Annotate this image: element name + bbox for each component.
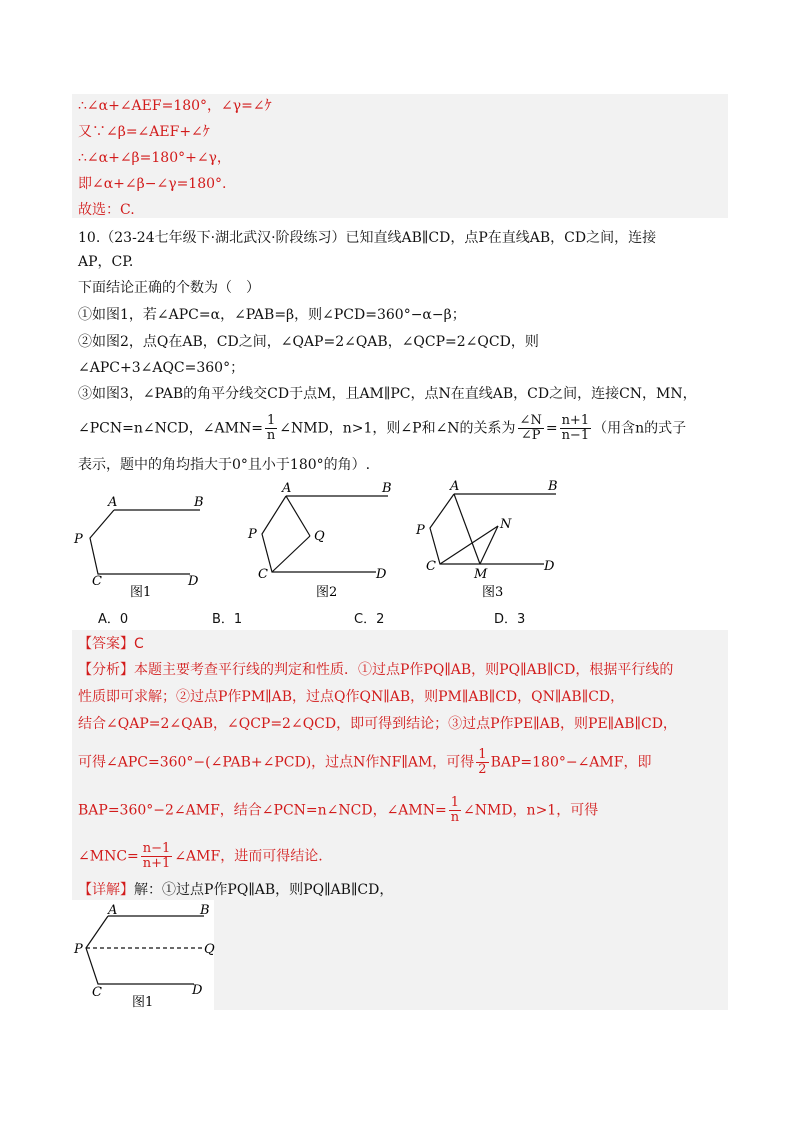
detail-figure-caption: 图1 [132, 995, 154, 1010]
label-M: M [474, 567, 488, 582]
analysis-line-5: BAP=360°−2∠AMF，结合∠PCN=n∠NCD，∠AMN= $\frac{1}{n}$ ∠NMD，n>1，可得 [78, 795, 599, 825]
option-a: A．0 [98, 612, 129, 627]
question-figures [0, 478, 800, 613]
label-C: C [92, 574, 102, 589]
analysis-line-1: 【分析】本题主要考查平行线的判定和性质．①过点P作PQ∥AB，则PQ∥AB∥CD，根据平行线的 [78, 662, 674, 678]
analysis-line-2: 性质即可求解；②过点P作PM∥AB，过点Q作QN∥AB，则PM∥AB∥CD，QN∥AB∥CD， [78, 689, 625, 705]
analysis-line-3: 结合∠QAP=2∠QAB，∠QCP=2∠QCD，即可得到结论；③过点P作PE∥AB，则PE∥AB∥CD， [78, 716, 677, 732]
statement-3-cont: ∠PCN=n∠NCD，∠AMN= $\frac{1}{n}$ ∠NMD，n>1，则∠P和∠N的关系为 $\frac{\angle N}{\angle P}$ = $\frac{n+1}{n-1}$ （用含n的式子 [78, 413, 687, 443]
label-A: A [108, 495, 118, 510]
prev-line-4: 即∠α+∠β−∠γ=180°. [78, 176, 227, 192]
figure-2-caption: 图2 [316, 585, 338, 600]
label-C: C [426, 559, 436, 574]
figure-1-labels [73, 495, 204, 589]
detail-line-1: 【详解】解：①过点P作PQ∥AB，则PQ∥AB∥CD， [78, 882, 394, 898]
label-A: A [450, 479, 460, 494]
option-d: D．3 [494, 612, 526, 627]
question-10-ask: 下面结论正确的个数为（ ） [78, 280, 260, 296]
statement-2-cont: ∠APC+3∠AQC=360°； [78, 360, 245, 376]
prev-line-5: 故选：C. [78, 202, 135, 218]
label-A: A [108, 903, 118, 918]
label-C: C [258, 567, 268, 582]
figure-3-caption: 图3 [482, 585, 504, 600]
label-C: C [92, 985, 102, 1000]
label-D: D [192, 983, 203, 998]
question-10-stem: 10.（23-24七年级下·湖北武汉·阶段练习）已知直线AB∥CD，点P在直线AB，CD之间，连接 [78, 230, 657, 246]
prev-line-1: ∴∠α+∠AEF=180°，∠γ=∠ｹ [78, 98, 272, 114]
statement-2: ②如图2，点Q在AB，CD之间，∠QAP=2∠QAB，∠QCP=2∠QCD，则 [78, 334, 539, 350]
detail-figure [72, 900, 222, 1010]
label-D: D [376, 567, 387, 582]
option-b: B．1 [212, 612, 243, 627]
statement-3-end: 表示，题中的角均指大于0°且小于180°的角）. [78, 457, 371, 473]
label-N: N [500, 517, 512, 532]
label-B: B [382, 481, 392, 496]
label-B: B [194, 495, 204, 510]
label-B: B [548, 479, 558, 494]
label-P: P [74, 532, 83, 547]
statement-1: ①如图1，若∠APC=α，∠PAB=β，则∠PCD=360°−α−β； [78, 307, 466, 323]
answer-line: 【答案】C [78, 636, 144, 652]
figure-1-caption: 图1 [130, 585, 152, 600]
label-A: A [282, 481, 292, 496]
label-P: P [74, 942, 83, 957]
statement-3: ③如图3，∠PAB的角平分线交CD于点M，且AM∥PC，点N在直线AB，CD之间，连接CN，MN， [78, 386, 697, 402]
option-c: C．2 [354, 612, 385, 627]
prev-line-3: ∴∠α+∠β=180°+∠γ， [78, 150, 231, 166]
figure-3 [430, 494, 556, 564]
label-B: B [200, 903, 210, 918]
prev-line-2: 又∵∠β=∠AEF+∠ｹ [78, 124, 210, 140]
question-10-stem-cont: AP，CP. [78, 254, 134, 270]
figure-1 [90, 510, 200, 574]
label-P: P [248, 527, 257, 542]
figure-2 [262, 496, 388, 572]
label-Q: Q [204, 942, 215, 957]
label-D: D [544, 559, 555, 574]
label-P: P [416, 523, 425, 538]
label-Q: Q [314, 529, 325, 544]
analysis-line-6: ∠MNC= $\frac{n-1}{n+1}$ ∠AMF，进而可得结论. [78, 841, 323, 871]
label-D: D [188, 574, 199, 589]
analysis-line-4: 可得∠APC=360°−(∠PAB+∠PCD)，过点N作NF∥AM，可得 $\frac{1}{2}$ BAP=180°−∠AMF，即 [78, 747, 652, 777]
